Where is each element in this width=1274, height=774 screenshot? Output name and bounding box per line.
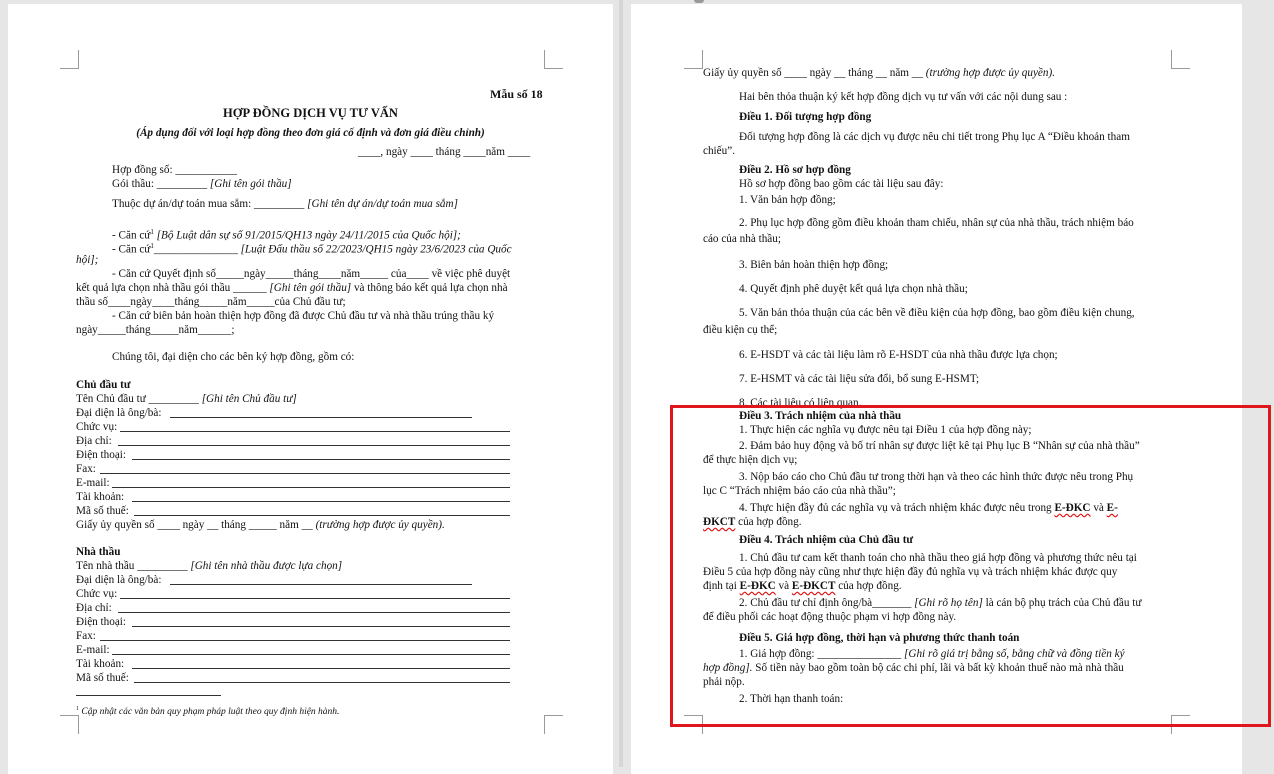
contractor-account: Tài khoản:: [76, 658, 125, 670]
footnote-separator: [76, 695, 221, 696]
article-4-heading: Điều 4. Trách nhiệm của Chủ đầu tư: [739, 534, 914, 546]
article-4-item-2-cont: để điều phối các hoạt động thuộc phạm vi hợp đồng này.: [703, 611, 957, 623]
owner-heading: Chủ đầu tư: [76, 379, 131, 391]
blank-line: [120, 598, 510, 599]
crop-mark: [1171, 50, 1190, 69]
basis-3c: thầu số____ngày____tháng_____năm_____của Chủ đầu tư;: [76, 296, 346, 308]
owner-name: Tên Chủ đầu tư _________ [Ghi tên Chủ đầu tư]: [76, 393, 297, 405]
project-line: Thuộc dự án/dự toán mua sắm: _________ [Ghi tên dự án/dự toán mua sắm]: [112, 198, 458, 210]
contractor-position: Chức vụ:: [76, 588, 118, 600]
basis-4a: - Căn cứ biên bản hoàn thiện hợp đồng đã được Chủ đầu tư và nhà thầu trúng thầu ký: [112, 310, 495, 322]
article-5-heading: Điều 5. Giá hợp đồng, thời hạn và phương thức thanh toán: [739, 632, 1020, 644]
basis-3a: - Căn cứ Quyết định số_____ngày_____tháng____năm_____ của____ về việc phê duyệt: [112, 268, 511, 280]
owner-phone: Điện thoại:: [76, 449, 127, 461]
article-5-item-1-cont: hợp đồng]. Số tiền này bao gồm toàn bộ các chi phí, lãi và bất kỳ khoản thuế nào mà nhà thầu: [703, 662, 1124, 674]
contractor-rep: Đại diện là ông/bà:: [76, 574, 162, 586]
article-2-heading: Điều 2. Hồ sơ hợp đồng: [739, 164, 851, 176]
article-2-intro: Hồ sơ hợp đồng bao gồm các tài liệu sau đây:: [739, 178, 944, 190]
contractor-name: Tên nhà thầu _________ [Ghi tên nhà thầu được lựa chọn]: [76, 560, 343, 572]
article-1-text-cont: chiếu”.: [703, 145, 735, 157]
blank-line: [132, 459, 510, 460]
package-line: Gói thầu: _________ [Ghi tên gói thầu]: [112, 178, 292, 190]
article-1-text: Đối tượng hợp đồng là các dịch vụ được nêu chi tiết trong Phụ lục A “Điều khoản tham: [739, 131, 1130, 143]
footnote: $^1$ Cập nhật các văn bản quy phạm pháp luật theo quy định hiện hành.: [76, 706, 340, 718]
blank-line: [132, 626, 510, 627]
blank-line: [118, 445, 510, 446]
parties-intro: Chúng tôi, đại diện cho các bên ký hợp đồng, gồm có:: [112, 351, 355, 363]
owner-fax: Fax:: [76, 463, 96, 475]
basis-4b: ngày_____tháng_____năm______;: [76, 324, 235, 336]
article-2-item-2-cont: cáo của nhà thầu;: [703, 233, 781, 245]
article-3-item-2: 2. Đảm bảo huy động và bố trí nhân sự được liệt kê tại Phụ lục B “Nhân sự của nhà thầu”: [739, 440, 1140, 452]
article-1-heading: Điều 1. Đối tượng hợp đồng: [739, 111, 872, 123]
article-2-item-2: 2. Phụ lục hợp đồng gồm điều khoản tham chiếu, nhân sự của nhà thầu, trách nhiệm báo: [739, 217, 1134, 229]
owner-address: Địa chỉ:: [76, 435, 112, 447]
article-4-item-1-cont2: định tại E-ĐKC và E-ĐKCT của hợp đồng.: [703, 580, 902, 592]
owner-tax: Mã số thuế:: [76, 505, 129, 517]
owner-email: E-mail:: [76, 477, 110, 489]
blank-line: [100, 640, 510, 641]
blank-line: [170, 417, 472, 418]
owner-account: Tài khoản:: [76, 491, 125, 503]
blank-line: [120, 431, 510, 432]
blank-line: [134, 515, 510, 516]
blank-line: [170, 584, 472, 585]
article-3-item-2-cont: để thực hiện dịch vụ;: [703, 454, 798, 466]
blank-line: [132, 668, 510, 669]
article-3-item-4: 4. Thực hiện đầy đủ các nghĩa vụ và trách nhiệm khác được nêu trong E-ĐKC và E-: [739, 502, 1118, 514]
blank-line: [134, 682, 510, 683]
contractor-fax: Fax:: [76, 630, 96, 642]
basis-2: - Căn cứ$^1$_______________ [Luật Đấu thầu số 22/2023/QH15 ngày 23/6/2023 của Quốc: [112, 242, 512, 256]
article-5-item-2: 2. Thời hạn thanh toán:: [739, 693, 844, 705]
article-2-item-1: 1. Văn bản hợp đồng;: [739, 194, 836, 206]
crop-mark: [684, 50, 703, 69]
contractor-address: Địa chỉ:: [76, 602, 112, 614]
crop-mark: [544, 50, 563, 69]
article-5-item-1-cont2: phải nộp.: [703, 676, 745, 688]
article-3-item-4-cont: ĐKCT của hợp đồng.: [703, 516, 802, 528]
blank-line: [100, 473, 510, 474]
basis-3b: kết quả lựa chọn nhà thầu gói thầu ______ [Ghi tên gói thầu] và thông báo kết quả lựa chọn nhà: [76, 282, 508, 294]
selection-highlight-box: [670, 405, 1271, 727]
owner-authorization: Giấy ủy quyền số ____ ngày __ tháng _____ năm __ (trường hợp được ủy quyền).: [76, 519, 445, 531]
article-2-item-5-cont: điều kiện cụ thể;: [703, 324, 778, 336]
crop-mark: [544, 715, 563, 734]
article-2-item-6: 6. E-HSDT và các tài liệu làm rõ E-HSDT của nhà thầu được lựa chọn;: [739, 349, 1058, 361]
contract-title: HỢP ĐỒNG DỊCH VỤ TƯ VẤN: [223, 106, 398, 120]
article-5-item-1: 1. Giá hợp đồng: _______________ [Ghi rõ giá trị bằng số, bằng chữ và đồng tiền ký: [739, 648, 1125, 660]
article-4-item-2: 2. Chủ đầu tư chỉ định ông/bà_______ [Ghi rõ họ tên] là cán bộ phụ trách của Chủ đầu tư: [739, 597, 1142, 609]
blank-line: [112, 654, 510, 655]
owner-rep: Đại diện là ông/bà:: [76, 407, 162, 419]
form-number: Mẫu số 18: [490, 87, 543, 101]
blank-line: [132, 501, 510, 502]
article-2-item-3: 3. Biên bản hoàn thiện hợp đồng;: [739, 259, 889, 271]
contractor-email: E-mail:: [76, 644, 110, 656]
article-3-heading: Điều 3. Trách nhiệm của nhà thầu: [739, 410, 902, 422]
owner-position: Chức vụ:: [76, 421, 118, 433]
authorization-line: Giấy ủy quyền số ____ ngày __ tháng __ năm __ (trường hợp được ủy quyền).: [703, 67, 1056, 79]
article-2-item-4: 4. Quyết định phê duyệt kết quả lựa chọn nhà thầu;: [739, 283, 968, 295]
scroll-indicator: [694, 0, 704, 3]
blank-line: [118, 612, 510, 613]
document-page-left[interactable]: [8, 4, 613, 774]
date-line: ____, ngày ____ tháng ____năm ____: [358, 146, 531, 158]
article-2-item-5: 5. Văn bản thỏa thuận của các bên về điều kiện của hợp đồng, bao gồm điều kiện chung,: [739, 307, 1135, 319]
contractor-tax: Mã số thuế:: [76, 672, 129, 684]
page-gap: [619, 0, 623, 767]
contractor-heading: Nhà thầu: [76, 546, 121, 558]
article-4-item-1-cont: Điều 5 của hợp đồng này cũng như thực hiện đầy đủ nghĩa vụ và trách nhiệm khác được quy: [703, 566, 1118, 578]
basis-2-cont: hội];: [76, 254, 99, 266]
article-2-item-7: 7. E-HSMT và các tài liệu sửa đổi, bổ sung E-HSMT;: [739, 373, 980, 385]
blank-line: [112, 487, 510, 488]
article-3-item-3: 3. Nộp báo cáo cho Chủ đầu tư trong thời hạn và theo các hình thức được nêu trong Phụ: [739, 471, 1134, 483]
crop-mark: [60, 50, 79, 69]
article-4-item-1: 1. Chủ đầu tư cam kết thanh toán cho nhà thầu theo giá hợp đồng và phương thức nêu tại: [739, 552, 1137, 564]
basis-1: - Căn cứ$^1$ [Bộ Luật dân sự số 91/2015/QH13 ngày 24/11/2015 của Quốc hội];: [112, 228, 461, 242]
contract-number: Hợp đồng số: ___________: [112, 164, 237, 176]
article-3-item-3-cont: lục C “Trách nhiệm báo cáo của nhà thầu”;: [703, 485, 896, 497]
article-3-item-1: 1. Thực hiện các nghĩa vụ được nêu tại Điều 1 của hợp đồng này;: [739, 424, 1032, 436]
contractor-phone: Điện thoại:: [76, 616, 127, 628]
intro-line: Hai bên thỏa thuận ký kết hợp đồng dịch vụ tư vấn với các nội dung sau :: [739, 91, 1068, 103]
article-2-item-8: 8. Các tài liệu có liên quan.: [739, 397, 862, 409]
contract-subtitle: (Áp dụng đối với loại hợp đồng theo đơn giá cố định và đơn giá điều chỉnh): [136, 127, 485, 139]
